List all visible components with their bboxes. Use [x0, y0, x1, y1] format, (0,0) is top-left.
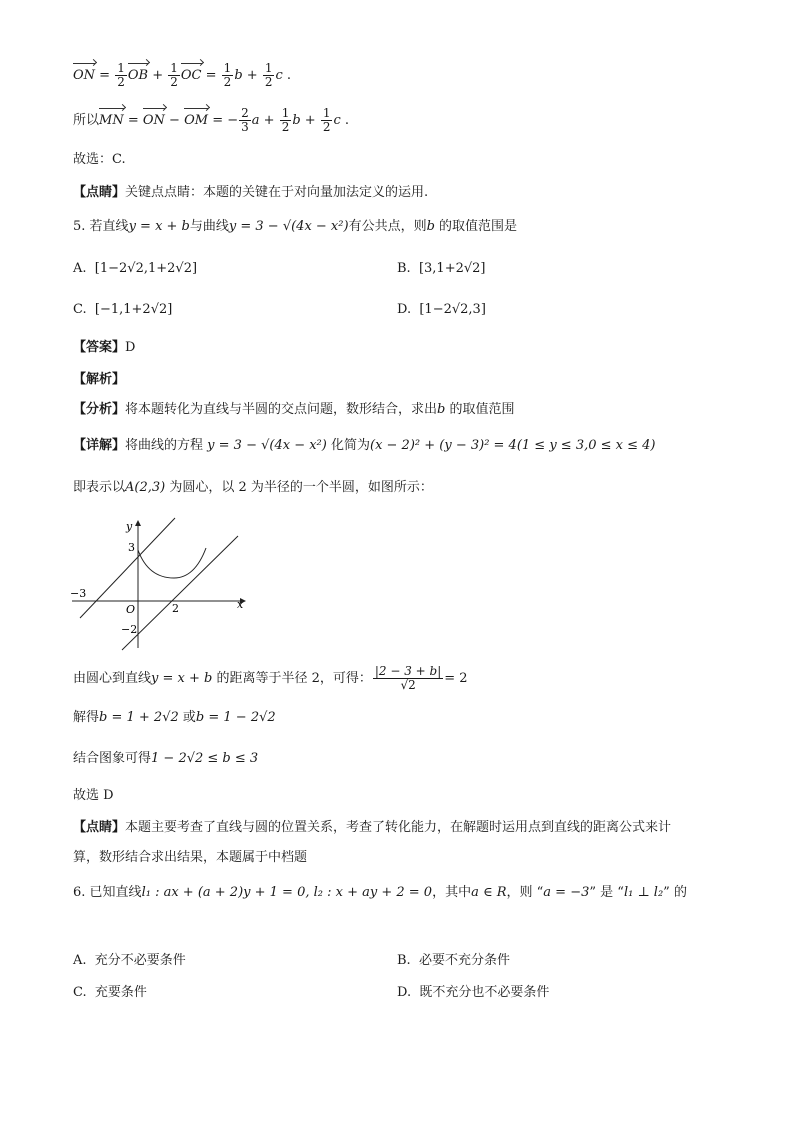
y-axis-label: y	[126, 520, 133, 533]
tick-label-neg2: −2	[121, 623, 138, 636]
distance-line: 由圆心到直线y = x + b 的距离等于半径 2，可得： $\frac{|2 - 3 + b|}{√2}$ = 2	[73, 664, 468, 692]
semicircle-arc	[138, 548, 206, 578]
final-answer: 故选 D	[73, 788, 114, 803]
tick-label-2: 2	[172, 602, 179, 615]
question-6: 6. 已知直线l₁ : ax + (a + 2)y + 1 = 0, l₂ : x + ay + 2 = 0，其中a ∈ R，则 “a = −3” 是 “l₁ ⊥ l₂” 的	[73, 885, 687, 900]
q6-option-a: A. 充分不必要条件	[73, 953, 186, 968]
combine-line: 结合图象可得1 − 2√2 ≤ b ≤ 3	[73, 751, 259, 766]
previous-answer: 故选：C.	[73, 152, 126, 167]
option-a: A. [1−2√2,1+2√2]	[73, 261, 198, 276]
detail-line: 【详解】将曲线的方程 y = 3 − √(4x − x²) 化简为(x − 2)² + (y − 3)² = 4(1 ≤ y ≤ 3,0 ≤ x ≤ 4)	[73, 438, 656, 453]
answer-line: 【答案】D	[73, 340, 136, 355]
analysis-line: 【分析】将本题转化为直线与半圆的交点问题，数形结合，求出b 的取值范围	[73, 402, 515, 417]
solve-line: 解得b = 1 + 2√2 或b = 1 − 2√2	[73, 710, 276, 725]
q6-option-c: C. 充要条件	[73, 985, 147, 1000]
q6-option-b: B. 必要不充分条件	[397, 953, 510, 968]
x-axis-label: x	[237, 598, 244, 611]
vector-on-equation: ON = $\frac{1}{2}$ OB + $\frac{1}{2}$ OC = $\frac{1}{2}$ b + $\frac{1}{2}$ c .	[73, 61, 291, 89]
origin-label: O	[126, 603, 136, 616]
comment-line-1: 【点睛】本题主要考查了直线与圆的位置关系，考查了转化能力，在解题时运用点到直线的距离公式来计	[73, 820, 672, 835]
option-c: C. [−1,1+2√2]	[73, 302, 173, 317]
previous-comment: 【点睛】关键点点睛：本题的关键在于对向量加法定义的运用.	[73, 185, 429, 200]
option-d: D. [1−2√2,3]	[397, 302, 486, 317]
semicircle-graph	[62, 512, 252, 652]
circle-description: 即表示以A(2,3) 为圆心，以 2 为半径的一个半圆，如图所示：	[73, 480, 433, 495]
option-b: B. [3,1+2√2]	[397, 261, 486, 276]
q6-option-d: D. 既不充分也不必要条件	[397, 985, 550, 1000]
jiexi-heading: 【解析】	[73, 372, 126, 387]
tick-label-neg3: −3	[70, 587, 87, 600]
vector-mn-equation: 所以MN = ON − OM = − $\frac{2}{3}$ a + $\frac{1}{2}$ b + $\frac{1}{2}$ c .	[73, 106, 350, 134]
question-5: 5. 若直线y = x + b与曲线y = 3 − √(4x − x²)有公共点，则b 的取值范围是	[73, 219, 518, 234]
comment-line-2: 算，数形结合求出结果，本题属于中档题	[73, 850, 308, 865]
tick-label-3: 3	[128, 541, 135, 554]
y-axis-arrow	[135, 520, 141, 526]
